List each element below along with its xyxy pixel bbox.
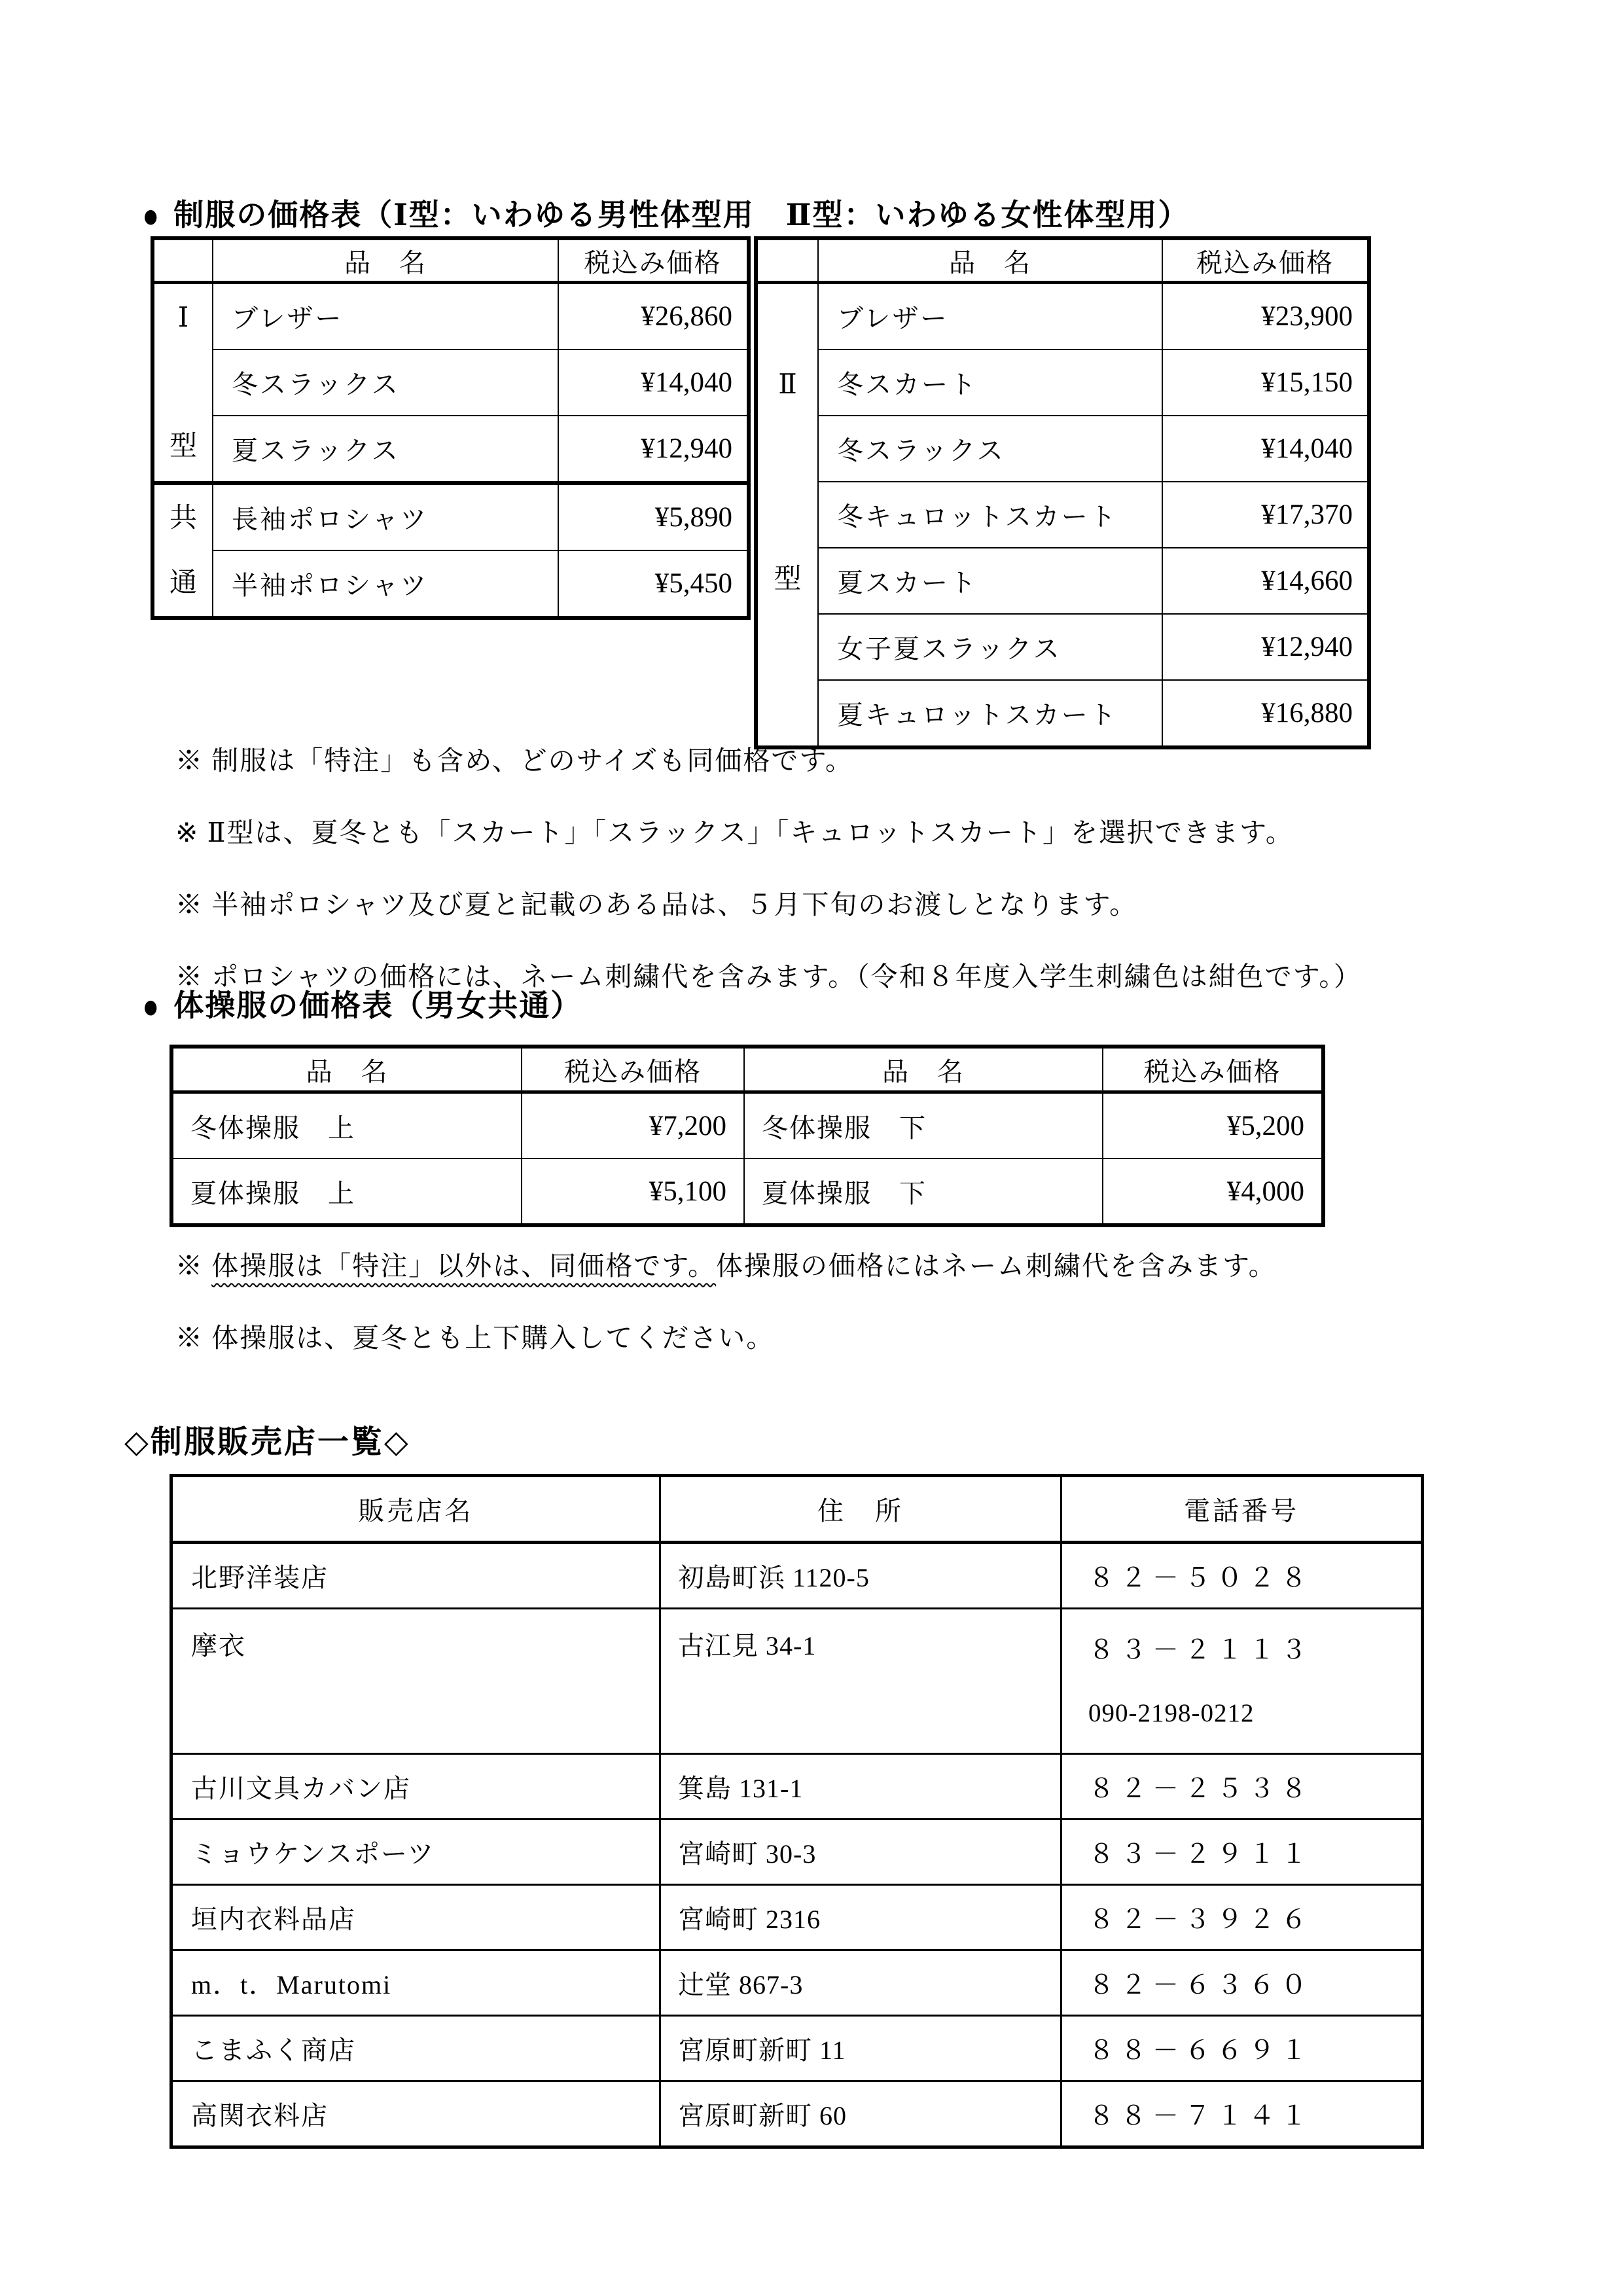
type1-label-char: 型 [169,431,197,461]
table-row [152,283,749,350]
price-cell: ¥4,000 [1103,1158,1323,1225]
bullet-icon: ● [142,196,160,235]
price-cell: ¥5,100 [522,1158,744,1225]
type2-label-char: Ⅱ [778,369,797,400]
table-row [756,416,1369,482]
table-row [171,1950,1423,2016]
item-name-cell: 夏スカート [818,548,1162,614]
uniform-price-table-type2 [754,236,1371,749]
table-row [171,1092,1323,1159]
note-rest-text: 体操服の価格にはネーム刺繍代を含みます。 [715,1251,1277,1281]
phone-cell: ８２－６３６０ [1061,1950,1423,2016]
uniform-price-table-type1 [151,236,751,620]
type2-group-label-cell [756,283,818,748]
item-name-cell: 夏体操服 下 [744,1158,1103,1225]
note-wavy-underlined-text: 体操服は「特注」以外は、同価格です。 [211,1251,716,1281]
gym-section-title-text: 体操服の価格表（男女共通） [173,989,582,1022]
item-name-cell: 半袖ポロシャツ [213,550,558,618]
item-name-cell: 夏スラックス [213,416,558,483]
price-cell: ¥17,370 [1162,482,1369,548]
table-row [756,482,1369,548]
phone-cell: ８２－２５３８ [1061,1754,1423,1820]
table-row [171,1609,1423,1754]
item-name-cell: 冬スラックス [818,416,1162,482]
price-cell: ¥16,880 [1162,680,1369,747]
item-name-cell: ブレザー [213,283,558,350]
stores-table [169,1474,1424,2149]
table-row [152,416,749,483]
item-name-cell: 女子夏スラックス [818,614,1162,680]
type-label-header-cell [152,238,213,283]
address-cell: 宮崎町 2316 [660,1885,1061,1950]
uniform-section-title-text: 制服の価格表（Ⅰ型：いわゆる男性体型用 Ⅱ型：いわゆる女性体型用） [173,198,1190,232]
phone-cell: ８８－６６９１ [1061,2016,1423,2081]
item-name-cell: ブレザー [818,283,1162,350]
table-header-row [171,1047,1323,1092]
table-row [756,548,1369,614]
stores-section-title: ◇制服販売店一覧◇ [124,1425,410,1460]
table-row [756,350,1369,416]
store-name-cell: 摩衣 [171,1609,660,1754]
common-label-char: 共 [169,503,197,533]
phone-line: ８３－２１１３ [1088,1634,1313,1664]
note-marker: ※ [175,1251,212,1281]
price-header-cell: 税込み価格 [558,238,749,283]
phone-cell: ８２－５０２８ [1061,1543,1423,1609]
table-row [171,1885,1423,1950]
price-cell: ¥23,900 [1162,283,1369,350]
type-label-header-cell [756,238,818,283]
table-row [171,2016,1423,2081]
common-label-char: 通 [169,568,197,598]
bullet-icon: ● [142,986,160,1026]
table-row [171,1754,1423,1820]
item-name-cell: 冬スカート [818,350,1162,416]
store-name-cell: 垣内衣料品店 [171,1885,660,1950]
price-cell: ¥5,450 [558,550,749,618]
phone-cell [1061,1609,1423,1754]
store-name-header-cell: 販売店名 [171,1476,660,1543]
price-cell: ¥14,660 [1162,548,1369,614]
table-row [152,550,749,618]
address-cell: 初島町浜 1120-5 [660,1543,1061,1609]
store-name-cell: 北野洋装店 [171,1543,660,1609]
item-name-cell: 冬キュロットスカート [818,482,1162,548]
note-line: ※ 制服は「特注」も含め、どのサイズも同価格です。 [175,745,854,776]
phone-header-cell: 電話番号 [1061,1476,1423,1543]
store-name-cell: 古川文具カバン店 [171,1754,660,1820]
phone-cell: ８２－３９２６ [1061,1885,1423,1950]
price-cell: ¥14,040 [558,350,749,416]
store-name-cell: ミョウケンスポーツ [171,1820,660,1885]
note-line: ※ ポロシャツの価格には、ネーム刺繍代を含みます。（令和８年度入学生刺繍色は紺色です。） [175,961,1362,992]
table-row [171,1543,1423,1609]
address-cell: 古江見 34-1 [660,1609,1061,1754]
table-row [171,1820,1423,1885]
address-cell: 辻堂 867-3 [660,1950,1061,2016]
table-row [756,283,1369,350]
price-cell: ¥12,940 [1162,614,1369,680]
gym-notes [175,1249,1563,1393]
price-header-cell: 税込み価格 [522,1047,744,1092]
store-name-cell: m．t．Marutomi [171,1950,660,2016]
item-name-cell: 冬体操服 下 [744,1092,1103,1159]
price-cell: ¥7,200 [522,1092,744,1159]
note-line: ※ 半袖ポロシャツ及び夏と記載のある品は、５月下旬のお渡しとなります。 [175,889,1138,920]
common-group-label-cell [152,483,213,618]
table-row [756,680,1369,747]
type1-group-label-cell [152,283,213,484]
price-cell: ¥14,040 [1162,416,1369,482]
item-name-cell: 冬体操服 上 [171,1092,522,1159]
address-cell: 宮原町新町 11 [660,2016,1061,2081]
table-header-row [171,1476,1423,1543]
type1-label-char: Ⅰ [177,303,189,333]
gym-section-title [141,982,582,1025]
phone-line: 090-2198-0212 [1088,1698,1255,1727]
table-row [171,1158,1323,1225]
store-name-cell: こまふく商店 [171,2016,660,2081]
table-header-row [756,238,1369,283]
address-cell: 宮原町新町 60 [660,2081,1061,2147]
item-name-header-cell: 品 名 [818,238,1162,283]
table-row [756,614,1369,680]
address-cell: 宮崎町 30-3 [660,1820,1061,1885]
price-cell: ¥12,940 [558,416,749,483]
item-name-cell: 冬スラックス [213,350,558,416]
table-row [171,2081,1423,2147]
gym-price-table [169,1045,1325,1227]
store-name-cell: 高関衣料店 [171,2081,660,2147]
item-name-cell: 長袖ポロシャツ [213,483,558,550]
item-name-cell: 夏キュロットスカート [818,680,1162,747]
price-header-cell: 税込み価格 [1103,1047,1323,1092]
note-line: ※ Ⅱ型は、夏冬とも「スカート」「スラックス」「キュロットスカート」を選択できます。 [175,817,1294,848]
phone-cell: ８３－２９１１ [1061,1820,1423,1885]
phone-cell: ８８－７１４１ [1061,2081,1423,2147]
table-header-row [152,238,749,283]
price-cell: ¥26,860 [558,283,749,350]
price-cell: ¥5,890 [558,483,749,550]
table-row [152,350,749,416]
note-line: ※ 体操服は、夏冬とも上下購入してください。 [175,1323,775,1353]
item-name-cell: 夏体操服 上 [171,1158,522,1225]
price-header-cell: 税込み価格 [1162,238,1369,283]
item-name-header-cell: 品 名 [744,1047,1103,1092]
note-line [175,1249,1563,1283]
uniform-section-title [141,191,1190,234]
type2-label-char: 型 [774,564,802,594]
item-name-header-cell: 品 名 [213,238,558,283]
price-cell: ¥5,200 [1103,1092,1323,1159]
item-name-header-cell: 品 名 [171,1047,522,1092]
address-cell: 箕島 131-1 [660,1754,1061,1820]
table-row [152,483,749,550]
address-header-cell: 住 所 [660,1476,1061,1543]
price-cell: ¥15,150 [1162,350,1369,416]
